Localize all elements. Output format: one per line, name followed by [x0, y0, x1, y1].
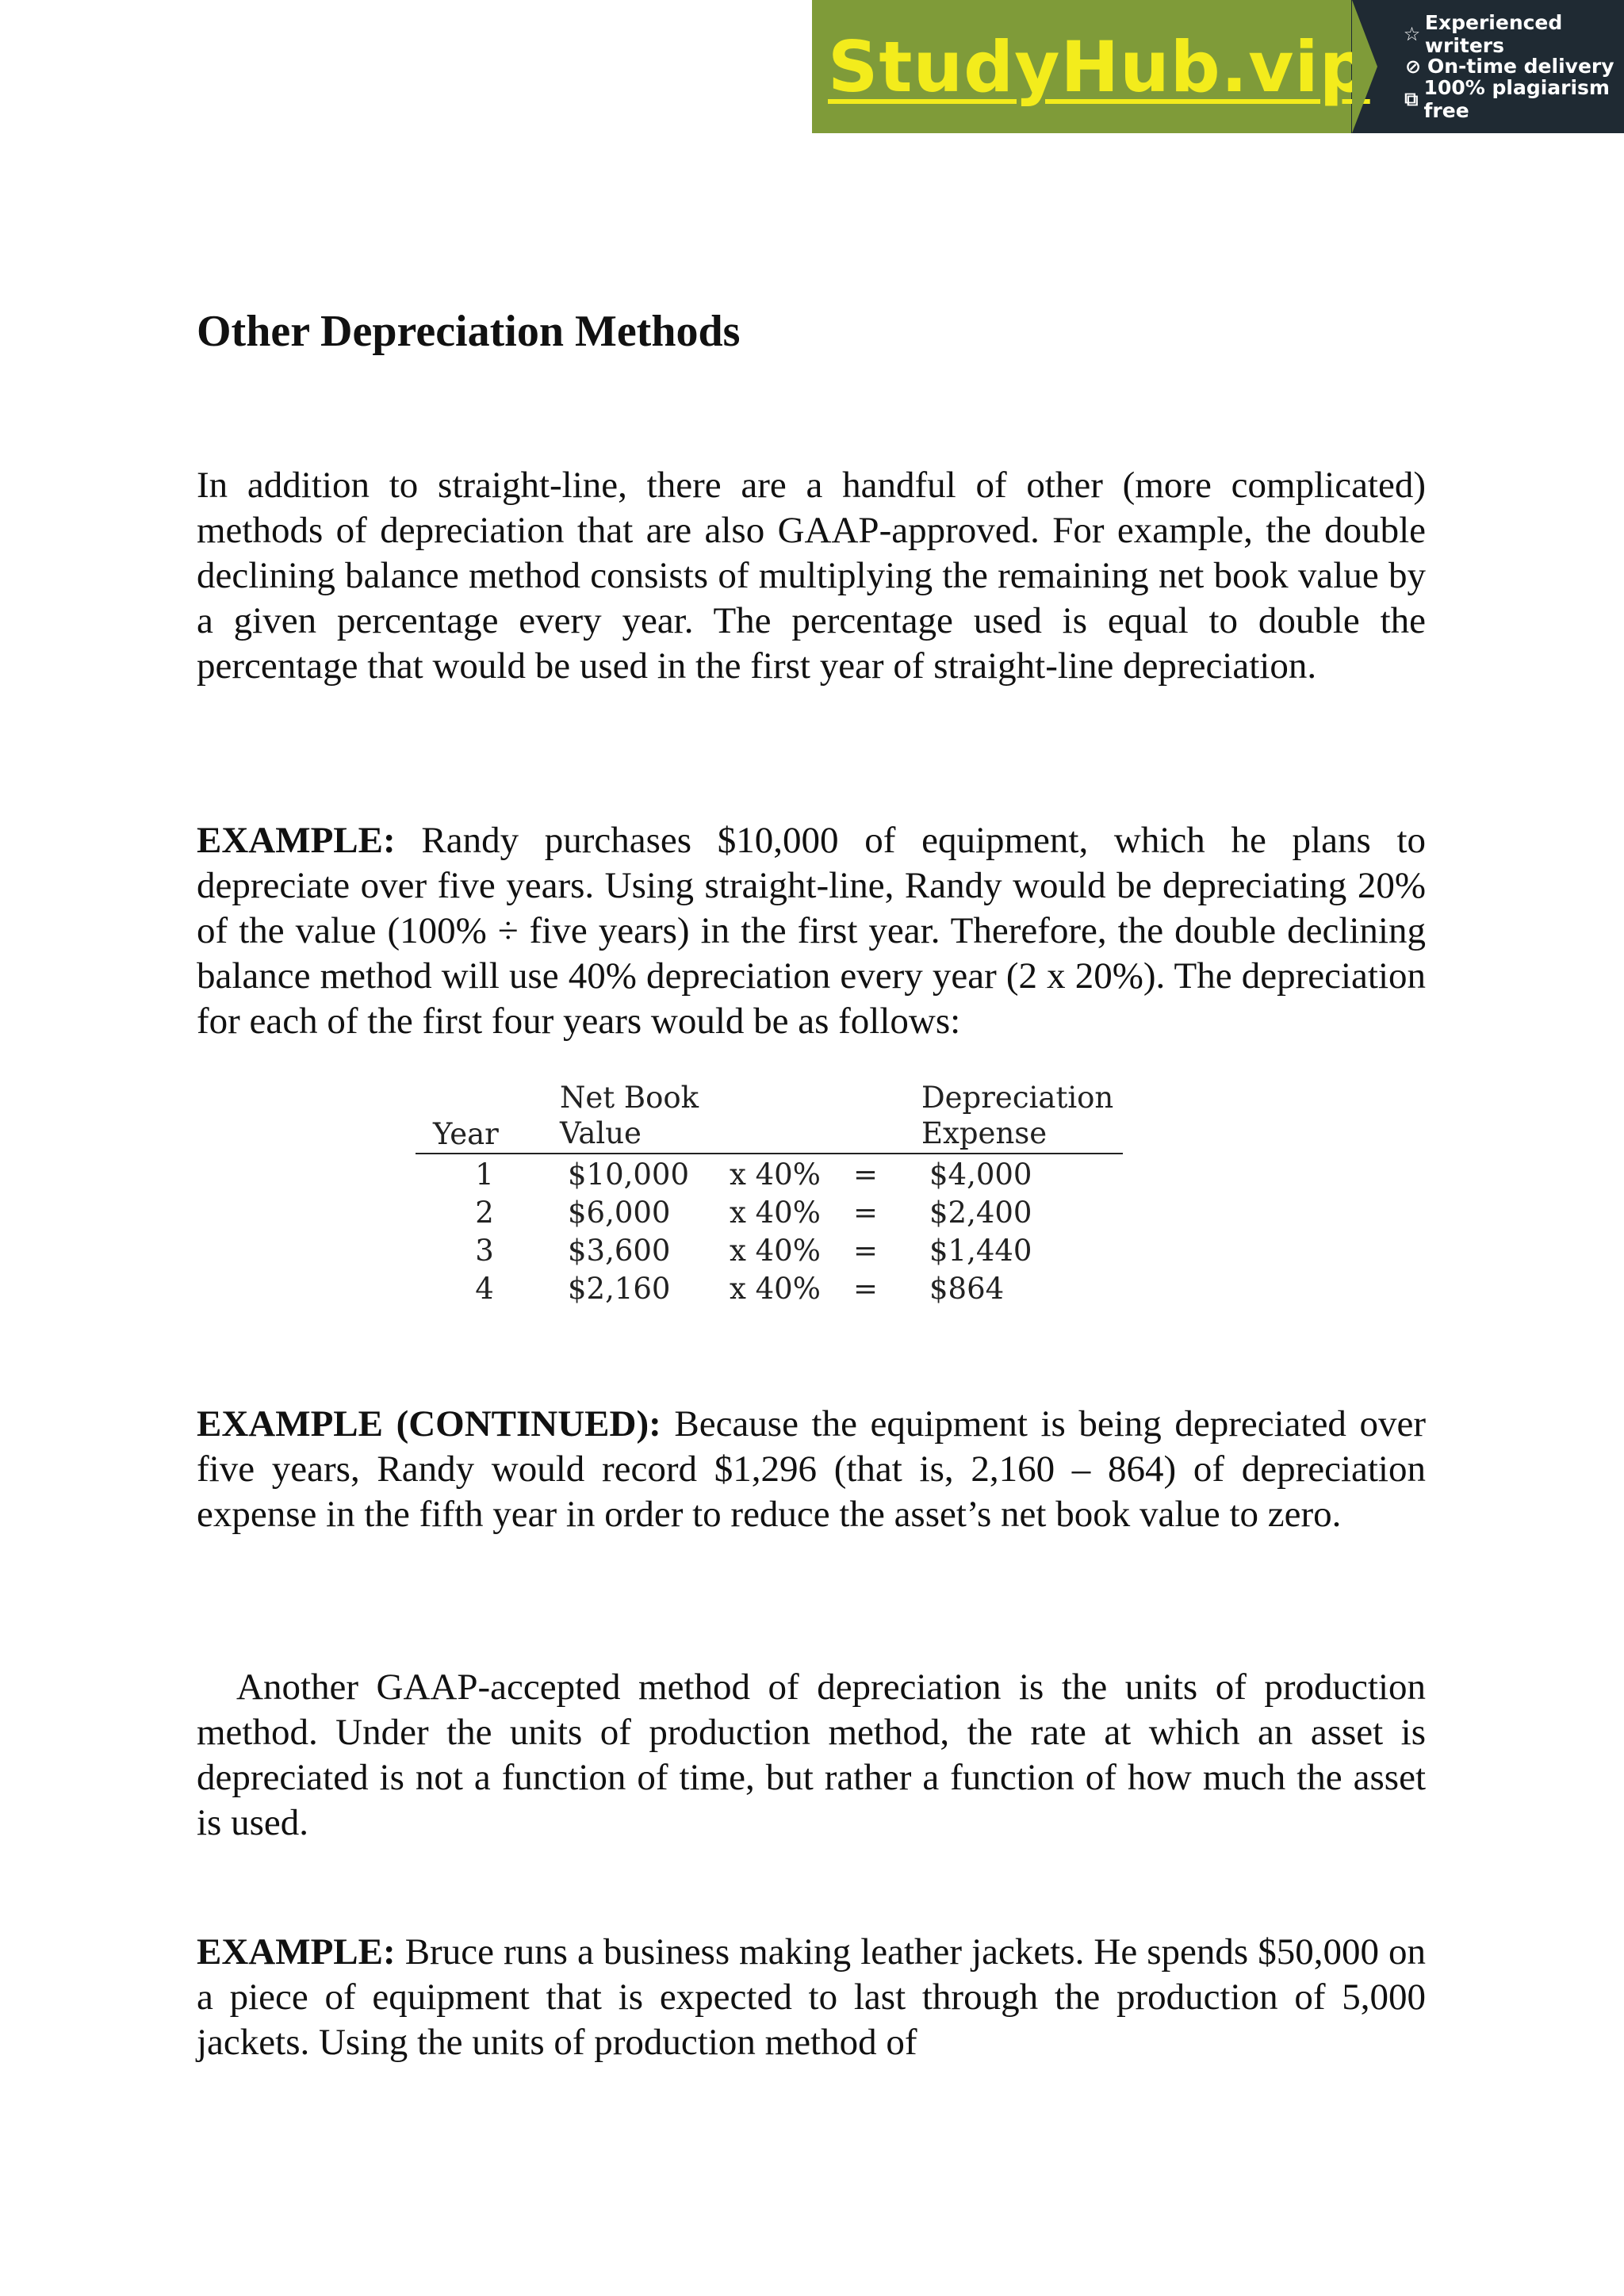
- paragraph-example-bruce: [197, 1930, 1426, 2065]
- example-text: Randy purchases $10,000 of equipment, which he plans to depreciate over five years. Using straight-line, Randy would be depreciating 20% of the value (100% ÷ five years) in the first year. Therefore, the double declining balance method will use 40% depreciation every year (2 x 20%). The depreciation for each of the first four years would be as follows:: [197, 820, 1427, 1042]
- cell-expense: $4,000: [929, 1158, 1032, 1192]
- header-line: Expense: [921, 1116, 1048, 1150]
- table-row: [416, 1154, 1123, 1192]
- cell-equals: =: [853, 1196, 879, 1230]
- cell-rate: x 40%: [730, 1196, 821, 1230]
- feature-label: 100% plagiarism free: [1423, 75, 1610, 122]
- paragraph-units-of-production: Another GAAP-accepted method of depreciation is the units of production method. Under the units of production method, the rate at which an asset is depreciated is not a function of time, but rather a function of how much the asset is used.: [197, 1667, 1426, 1843]
- table-row: [416, 1269, 1123, 1307]
- cell-year: 2: [475, 1196, 494, 1230]
- cell-rate: x 40%: [730, 1158, 821, 1192]
- cell-expense: $864: [929, 1272, 1005, 1306]
- copy-icon: ⧉: [1404, 87, 1419, 110]
- table-row: [416, 1230, 1123, 1269]
- cell-rate: x 40%: [730, 1272, 821, 1306]
- cell-net-book-value: $2,160: [568, 1272, 671, 1306]
- brand-block[interactable]: [812, 0, 1370, 133]
- header-line: Depreciation: [921, 1081, 1114, 1115]
- cell-year: 4: [475, 1272, 494, 1306]
- paragraph-example-continued: [197, 1402, 1426, 1537]
- page-title: Other Depreciation Methods: [197, 307, 741, 356]
- example-text: Because the equipment is being depreciated over five years, Randy would record $1,296 (that is, 2,160 – 864) of depreciation expense in the fifth year in order to reduce the asset’s net book value to zero.: [197, 1403, 1427, 1535]
- cell-year: 3: [475, 1234, 494, 1268]
- feature-label: Experienced writers: [1424, 10, 1563, 57]
- cell-net-book-value: $6,000: [568, 1196, 671, 1230]
- feature-plagiarism-free: [1402, 75, 1624, 122]
- example-label: EXAMPLE:: [197, 820, 396, 861]
- cell-equals: =: [853, 1234, 879, 1268]
- header-line: Value: [560, 1116, 642, 1150]
- clock-icon: ⊘: [1404, 55, 1422, 78]
- cell-equals: =: [853, 1272, 879, 1306]
- paragraph-example-ddb: [197, 818, 1426, 1044]
- header-year: Year: [433, 1117, 499, 1151]
- cell-year: 1: [475, 1158, 494, 1192]
- example-text: Bruce runs a business making leather jackets. He spends $50,000 on a piece of equipment that is expected to last through the production of 5,000 jackets. Using the units of production method of: [197, 1931, 1426, 2063]
- header-depreciation-expense: [921, 1080, 1113, 1151]
- studyhub-banner[interactable]: [812, 0, 1624, 133]
- cell-rate: x 40%: [730, 1234, 821, 1268]
- cell-net-book-value: $10,000: [568, 1158, 690, 1192]
- example-label: EXAMPLE (CONTINUED):: [197, 1403, 661, 1445]
- example-label: EXAMPLE:: [197, 1931, 396, 1973]
- feature-list: [1351, 0, 1624, 133]
- cell-equals: =: [853, 1158, 879, 1192]
- depreciation-table: [416, 1080, 1123, 1307]
- table-header: [416, 1080, 1123, 1154]
- banner-arrow: [1352, 0, 1377, 133]
- cell-net-book-value: $3,600: [568, 1234, 671, 1268]
- header-net-book-value: [560, 1080, 699, 1151]
- star-outline-icon: ☆: [1403, 22, 1421, 45]
- feature-label: On-time delivery: [1427, 55, 1614, 78]
- header-line: Net Book: [560, 1081, 699, 1115]
- cell-expense: $1,440: [929, 1234, 1032, 1268]
- table-row: [416, 1192, 1123, 1230]
- feature-experienced-writers: [1402, 10, 1624, 57]
- cell-expense: $2,400: [929, 1196, 1032, 1230]
- brand-logo[interactable]: StudyHub.vip: [828, 25, 1370, 108]
- paragraph-intro: In addition to straight-line, there are a handful of other (more complicated) methods of depreciation that are also GAAP-approved. For example, the double declining balance method consists of multiplying the remaining net book value by a given percentage every year. The percentage used is equal to double the percentage that would be used in the first year of straight-line depreciation.: [197, 465, 1426, 687]
